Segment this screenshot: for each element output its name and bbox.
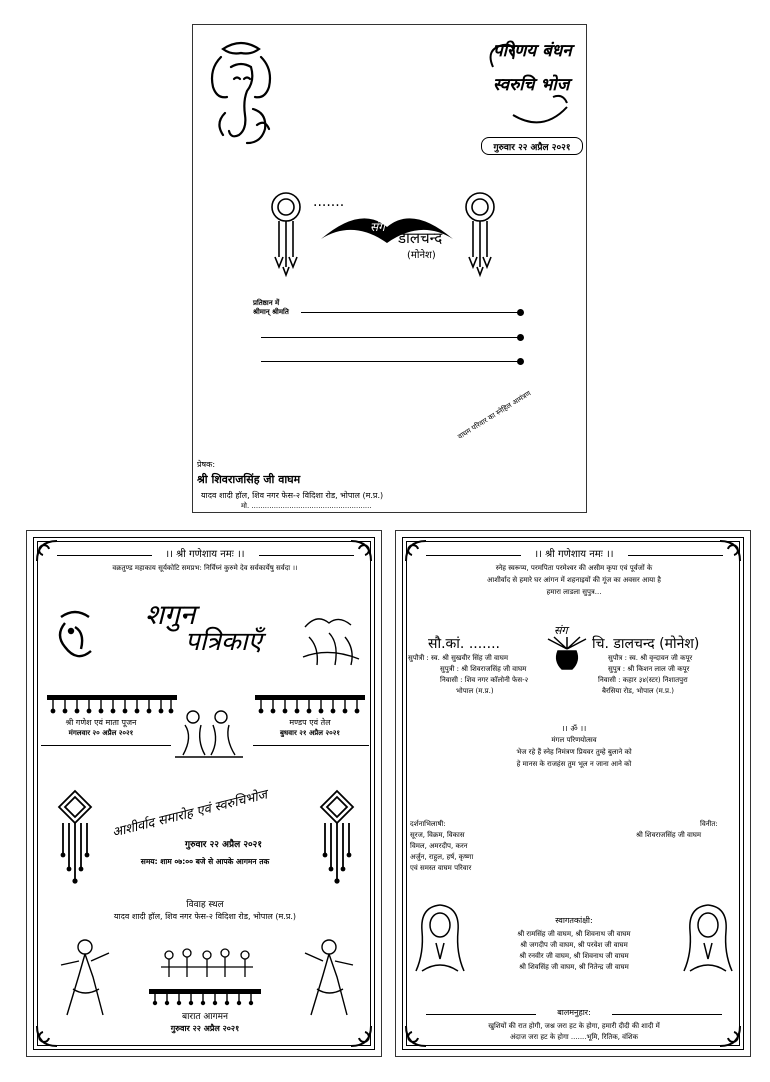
left-invocation: ।। श्री गणेशाय नमः ।।: [165, 549, 245, 560]
ganesha-small-icon: [51, 607, 99, 667]
groom-line-3: निवासी : कहार ३४(स्टर) निशातपुरा: [598, 676, 688, 684]
baraat-title: बारात आगमन: [181, 1012, 229, 1022]
groom-name: डालचन्द: [398, 229, 443, 247]
bride-dots: .......: [313, 194, 345, 210]
event1-date: मंगलवार २० अप्रैल २०२१: [68, 729, 134, 737]
swagat-line-3: श्री रनवीर जी वाघम, श्री शिवनाथ जी वाघम: [519, 952, 629, 960]
toran-bottom-icon: [149, 989, 261, 1007]
swagat-line-4: श्री शिवसिंह जी वाघम, श्री नितेन्द्र जी वाघम: [519, 963, 629, 971]
envelope-card: [192, 24, 587, 513]
address-line-2: [261, 337, 521, 338]
pooja-sketch-icon: [171, 705, 247, 761]
sang-text: संग: [370, 220, 385, 234]
venue-title: विवाह स्थल: [186, 900, 224, 910]
bride-line-2: सुपुत्री : श्री शिवराजसिंह जी वाघम: [440, 665, 527, 673]
shagun-line-1: शगुन: [145, 598, 196, 631]
date-badge: [481, 137, 583, 155]
groom-line-1: सुपौत्र : स्व. श्री वृन्दावन जी कपूर: [608, 654, 693, 662]
address-line-1: [301, 312, 521, 313]
to-label: प्रतिष्ठान में श्रीमान् श्रीमति: [253, 299, 289, 317]
verse-line-2: हे मानस के राजहंस तुम भूल न जाना आने को: [516, 760, 632, 768]
reception-date: गुरुवार २२ अप्रैल २०२१: [185, 840, 263, 850]
left-card: [26, 530, 382, 1057]
intro-line-1: स्नेह स्वरूप्य, परमपिता परमेश्वर की असीम कृपा एवं पूर्वजों के: [495, 564, 653, 572]
reception-title: आशीर्वाद समारोह एवं स्वरुचिभोज: [110, 787, 269, 841]
shagun-line-2: पत्रिकाएँ: [185, 627, 262, 657]
logo-title-1: परिणय बंधन: [493, 41, 572, 61]
swagat-title: स्वागतकांक्षी:: [555, 916, 593, 925]
right-sang-text: संग: [554, 624, 568, 637]
address-line-1-dot: [517, 309, 524, 316]
sender-label: प्रेषक:: [197, 460, 216, 469]
dancer-right-icon: [299, 935, 359, 1021]
bal-line-2: अंदाज जरा हट के होगा .......भूमि, रितिक, वंशिक: [509, 1033, 639, 1041]
right-ornament-icon: [463, 187, 497, 275]
bride-line-1: सुपौत्री : स्व. श्री सुखवीर सिंह जी वाघम: [408, 654, 509, 662]
intro-line-3: हमारा लाडला सुपुत्र...: [546, 588, 602, 596]
vineet-title: विनीत:: [700, 820, 718, 828]
om-text: ।। ॐ ।।: [561, 724, 587, 733]
darshan-line-4: एवं समस्त वाघम परिवार: [410, 864, 472, 872]
reception-time: समय: शाम ०७:०० बजे से आपके आगमन तक: [140, 857, 270, 866]
dancer-left-icon: [55, 935, 115, 1021]
mobile-label: मो. ......................................................: [241, 502, 372, 510]
lantern-left-icon: [55, 789, 95, 889]
darshan-line-2: विमल, अमरदीप, करन: [410, 842, 468, 850]
sender-name: श्री शिवराजसिंह जी वाघम: [197, 473, 301, 486]
venue-address: यादव शादी हॉल, शिव नगर फेस-२ विदिशा रोड, भोपाल (म.प्र.): [113, 912, 297, 921]
event1-title: श्री गणेश एवं माता पूजन: [65, 718, 137, 727]
left-shloka: वक्रतुण्ड महाकाय सूर्यकोटि समप्रभ: निर्विघ्नं कुरुमे देव सर्वकार्येषु सर्वदा ।।: [112, 564, 298, 572]
toran-left-icon: [47, 695, 177, 715]
address-line-3-dot: [517, 358, 524, 365]
groom-line-2: सुपुत्र : श्री किशन लाल जी कपूर: [608, 665, 690, 673]
swagat-line-1: श्री रामसिंह जी वाघम, श्री शिवनाथ जी वाघम: [517, 930, 631, 938]
date-badge-text: गुरुवार २२ अप्रैल २०२१: [493, 142, 571, 153]
right-card: [395, 530, 751, 1057]
bride-name: सौ.कां. .......: [428, 636, 500, 652]
family-invite-text: वाघम परिवार का स्नेहिल आमंत्रण: [456, 389, 533, 441]
intro-line-2: आशीर्वाद से हमारे घर आंगन में शहनाइयों की गूंज का अवसर आया है: [487, 576, 661, 584]
event1-rule: [41, 745, 171, 746]
event2-rule: [253, 745, 369, 746]
bal-title: बालमनुहार:: [557, 1008, 591, 1017]
verse-line-1: भेज रहे हैं स्नेह निमंत्रण प्रियवर तुम्हे बुलाने को: [516, 748, 632, 756]
groom-name-right: चि. डालचन्द (मोनेश): [592, 636, 700, 652]
toran-right-icon: [255, 695, 365, 715]
logo-title-2: स्वरुचि भोज: [493, 75, 570, 95]
address-line-3: [261, 361, 521, 362]
right-invocation: ।। श्री गणेशाय नमः ।।: [534, 549, 614, 560]
ganesha-icon: [201, 39, 281, 149]
darshan-line-1: सूरज, विक्रम, विकास: [410, 831, 465, 839]
darshan-title: दर्शनाभिलाषी:: [410, 820, 446, 828]
baraat-crowd-icon: [159, 945, 255, 981]
bride-line-3: निवासी : शिव नगर कॉलोनी फेस-२: [440, 676, 529, 684]
kalash-icon: [544, 637, 590, 673]
left-ornament-icon: [269, 187, 303, 275]
groom-nick: (मोनेश): [407, 250, 436, 261]
bride-line-4: भोपाल (म.प्र.): [456, 687, 494, 695]
swagat-line-2: श्री जगदीप जी वाघम, श्री परवेश जी वाघम: [520, 941, 628, 949]
groom-line-4: बैरसिया रोड, भोपाल (म.प्र.): [602, 687, 674, 695]
baraat-date: गुरुवार २२ अप्रैल २०२१: [170, 1024, 240, 1033]
couple-sketch-icon: [299, 607, 363, 671]
mangal-text: मंगल परिणयोत्सव: [551, 736, 597, 744]
darshan-line-3: अर्जुन, राहुल, हर्ष, कृष्णा: [410, 853, 474, 861]
event2-date: बुधवार २१ अप्रैल २०२१: [279, 729, 341, 737]
event2-title: मण्डप एवं तेल: [289, 718, 331, 727]
address-line-2-dot: [517, 334, 524, 341]
bal-line-1: खुशियों की रात होगी, जश्न जरा हट के होगा, हमारी दीदी की शादी में: [488, 1022, 660, 1030]
sender-address: यादव शादी हॉल, शिव नगर फेस-२ विदिशा रोड, भोपाल (म.प्र.): [201, 491, 384, 500]
lantern-right-icon: [317, 789, 357, 889]
vineet-name: श्री शिवराजसिंह जी वाघम: [636, 831, 702, 839]
